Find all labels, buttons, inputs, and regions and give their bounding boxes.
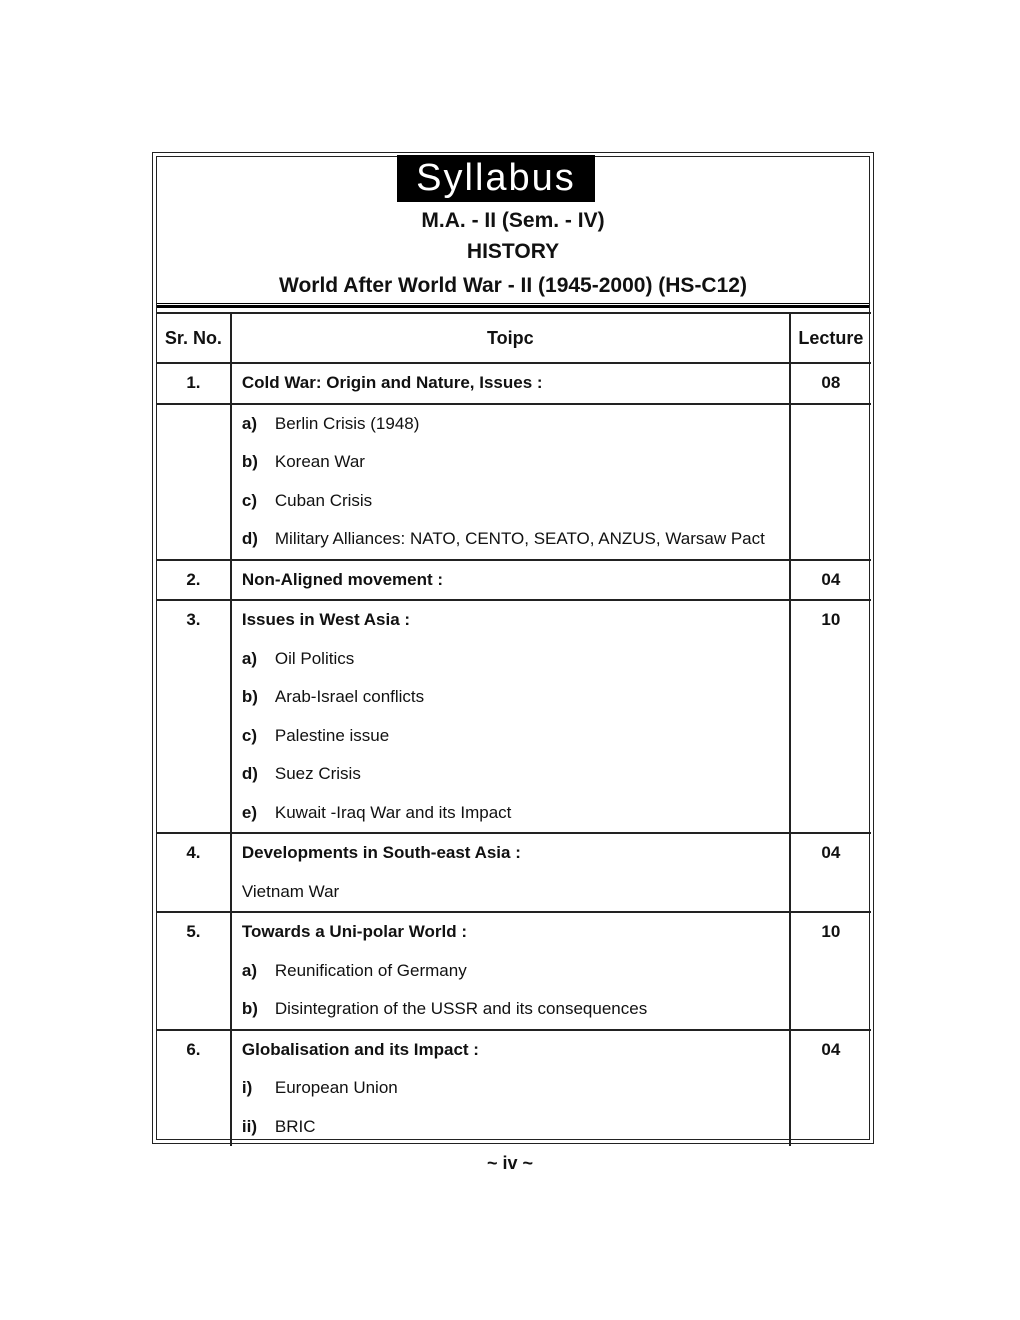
subtopic-text: Military Alliances: NATO, CENTO, SEATO, ANZUS, Warsaw Pact bbox=[274, 529, 765, 548]
subtopic-item bbox=[232, 952, 789, 991]
lecture-cell bbox=[790, 912, 871, 1030]
course-name: M.A. - II (Sem. - IV) bbox=[421, 209, 605, 232]
sr-no: 6. bbox=[186, 1039, 201, 1059]
subtopic-text: BRIC bbox=[274, 1116, 316, 1136]
header-lecture: Lecture bbox=[790, 313, 871, 363]
topic-cell bbox=[231, 912, 790, 1030]
sr-no-cell bbox=[157, 600, 231, 833]
subtopic-text: Reunification of Germany bbox=[274, 960, 467, 980]
sr-no-cell bbox=[157, 404, 231, 560]
lecture-count: 04 bbox=[821, 843, 841, 862]
subtopic-label: i) bbox=[241, 1078, 253, 1097]
lecture-count: 04 bbox=[821, 569, 841, 589]
subtopic-item bbox=[232, 482, 789, 521]
table-row bbox=[157, 560, 871, 601]
lecture-cell bbox=[790, 600, 871, 833]
topic-title: Issues in West Asia : bbox=[241, 610, 411, 629]
header-divider-thick bbox=[157, 305, 869, 308]
subtopic-text: Korean War bbox=[274, 452, 365, 471]
topic-cell bbox=[231, 560, 790, 601]
subtopic-label: d) bbox=[241, 764, 258, 783]
lecture-cell bbox=[790, 560, 871, 601]
subtopic-item bbox=[232, 755, 789, 794]
lecture-count: 10 bbox=[821, 610, 841, 629]
lecture-count bbox=[791, 405, 871, 444]
topic-title: Globalisation and its Impact : bbox=[241, 1039, 479, 1059]
subtopic-label: c) bbox=[241, 490, 257, 510]
subtopic-text: Oil Politics bbox=[274, 648, 355, 668]
subtopic-item bbox=[232, 873, 789, 912]
sr-no: 5. bbox=[186, 922, 201, 941]
subtopic-text: Arab-Israel conflicts bbox=[274, 687, 425, 706]
subtopic-text: Vietnam War bbox=[241, 881, 340, 901]
subtopic-label: c) bbox=[241, 725, 257, 745]
topic-cell bbox=[231, 404, 790, 560]
sr-no: 4. bbox=[186, 843, 201, 862]
subtopic-text: Suez Crisis bbox=[274, 764, 361, 783]
syllabus-header bbox=[157, 157, 869, 304]
subtopic-text: Cuban Crisis bbox=[274, 490, 373, 510]
subtopic-label: d) bbox=[241, 529, 258, 548]
subtopic-item bbox=[232, 405, 789, 444]
table-header-row bbox=[157, 313, 871, 363]
syllabus-table bbox=[157, 312, 871, 1146]
header-divider-thin bbox=[157, 303, 869, 304]
subject-name: HISTORY bbox=[466, 240, 560, 263]
sr-no bbox=[157, 405, 230, 444]
paper-title: World After World War - II (1945-2000) (HS-C12) bbox=[279, 274, 747, 297]
subtopic-label: b) bbox=[241, 687, 258, 706]
header-sr-no: Sr. No. bbox=[157, 313, 231, 363]
sr-no-cell bbox=[157, 363, 231, 404]
lecture-cell bbox=[790, 404, 871, 560]
syllabus-table-body bbox=[157, 363, 871, 1146]
sr-no-cell bbox=[157, 1030, 231, 1147]
table-row bbox=[157, 833, 871, 912]
lecture-cell bbox=[790, 1030, 871, 1147]
subtopic-text: Berlin Crisis (1948) bbox=[274, 413, 420, 433]
subtopic-item bbox=[232, 520, 789, 559]
table-row bbox=[157, 1030, 871, 1147]
syllabus-title: Syllabus bbox=[397, 155, 595, 202]
table-row bbox=[157, 600, 871, 833]
topic-title: Cold War: Origin and Nature, Issues : bbox=[241, 373, 543, 392]
subtopic-label: e) bbox=[241, 802, 257, 822]
subtopic-text: European Union bbox=[274, 1078, 398, 1097]
lecture-count: 10 bbox=[821, 922, 841, 941]
subtopic-item bbox=[232, 443, 789, 482]
subtopic-label: a) bbox=[241, 413, 257, 433]
subtopic-item bbox=[232, 1108, 789, 1147]
sr-no: 1. bbox=[186, 373, 201, 392]
topic-title: Towards a Uni-polar World : bbox=[241, 922, 467, 941]
subtopic-item bbox=[232, 1069, 789, 1108]
syllabus-frame bbox=[152, 152, 874, 1144]
header-topic: Toipc bbox=[231, 313, 790, 363]
subtopic-text: Disintegration of the USSR and its consequences bbox=[274, 999, 648, 1018]
topic-title: Developments in South-east Asia : bbox=[241, 843, 521, 862]
subtopic-item bbox=[232, 678, 789, 717]
subtopic-text: Kuwait -Iraq War and its Impact bbox=[274, 802, 512, 822]
topic-cell bbox=[231, 833, 790, 912]
page-number: ~ iv ~ bbox=[486, 1153, 534, 1173]
subtopic-label: a) bbox=[241, 648, 257, 668]
table-row bbox=[157, 912, 871, 1030]
subtopic-label: b) bbox=[241, 999, 258, 1018]
subtopic-item bbox=[232, 990, 789, 1029]
topic-cell bbox=[231, 1030, 790, 1147]
subtopic-label: a) bbox=[241, 960, 257, 980]
subtopic-label: b) bbox=[241, 452, 258, 471]
topic-title: Non-Aligned movement : bbox=[241, 569, 444, 589]
subtopic-label: ii) bbox=[241, 1116, 257, 1136]
sr-no-cell bbox=[157, 833, 231, 912]
subtopic-item bbox=[232, 717, 789, 756]
sr-no: 2. bbox=[186, 569, 201, 589]
table-row bbox=[157, 404, 871, 560]
table-row bbox=[157, 363, 871, 404]
topic-cell bbox=[231, 363, 790, 404]
subtopic-text: Palestine issue bbox=[274, 725, 390, 745]
topic-cell bbox=[231, 600, 790, 833]
sr-no-cell bbox=[157, 560, 231, 601]
lecture-count: 04 bbox=[821, 1039, 841, 1059]
lecture-cell bbox=[790, 363, 871, 404]
subtopic-item bbox=[232, 640, 789, 679]
lecture-cell bbox=[790, 833, 871, 912]
sr-no-cell bbox=[157, 912, 231, 1030]
subtopic-item bbox=[232, 794, 789, 833]
sr-no: 3. bbox=[186, 610, 201, 629]
lecture-count: 08 bbox=[821, 373, 841, 392]
syllabus-inner-frame bbox=[156, 156, 870, 1140]
